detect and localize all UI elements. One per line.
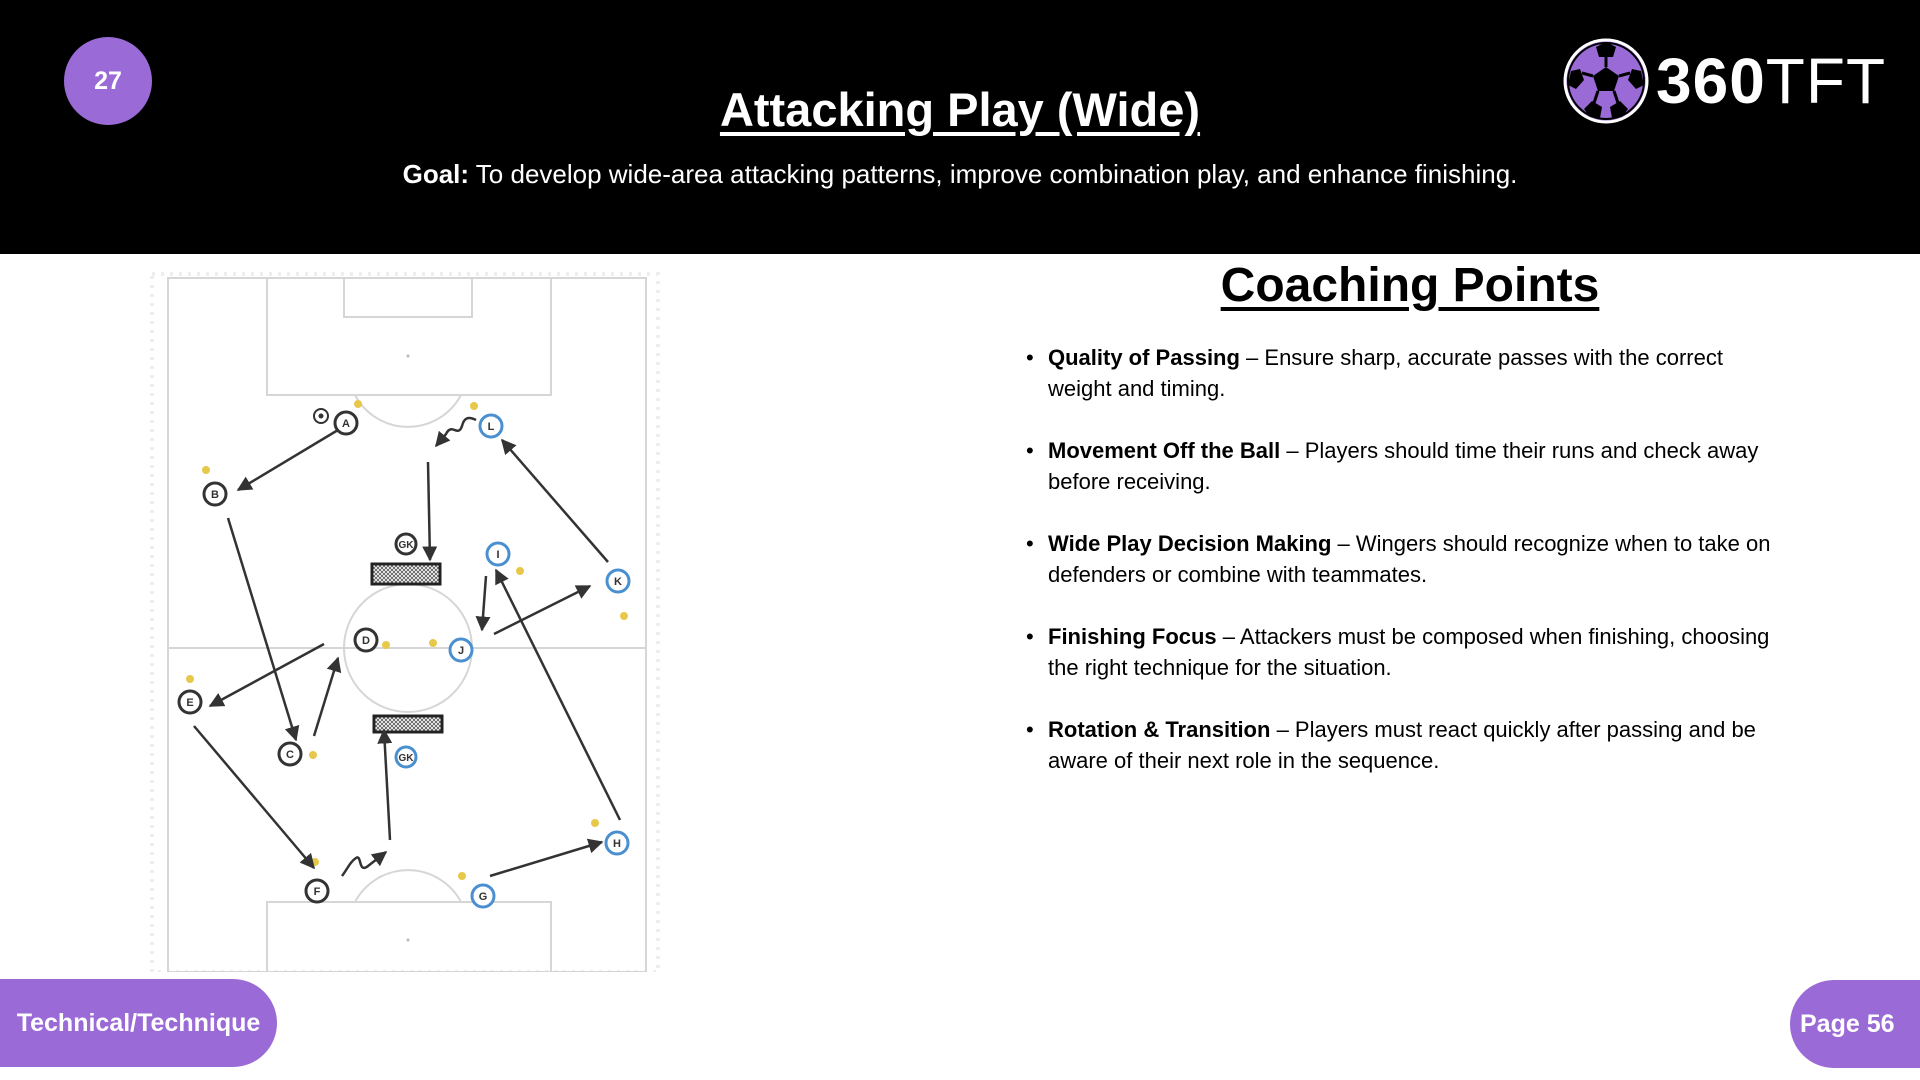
svg-text:F: F <box>313 886 321 898</box>
svg-text:D: D <box>362 635 370 647</box>
top-penalty-arc <box>355 395 461 427</box>
pitch-outline <box>168 278 646 972</box>
coaching-point: • Finishing Focus – Attackers must be composed when finishing, choosing the right technique for the situation. <box>1024 621 1784 683</box>
goal-description: To develop wide-area attacking patterns, improve combination play, and enhance finishing. <box>469 159 1518 189</box>
svg-text:A: A <box>342 418 350 430</box>
drill-diagram <box>150 272 670 972</box>
category-tag: Technical/Technique <box>0 979 277 1067</box>
player-marker-e <box>179 691 201 713</box>
player-marker-g <box>472 885 494 907</box>
player-marker-d <box>355 629 377 651</box>
top-goal-box <box>344 278 472 317</box>
bottom-penalty-arc <box>355 870 461 902</box>
player-marker-f <box>306 880 328 902</box>
coaching-point: • Wide Play Decision Making – Wingers should recognize when to take on defenders or combine with teammates. <box>1024 528 1784 590</box>
coaching-point: • Rotation & Transition – Players must react quickly after passing and be aware of their next role in the sequence. <box>1024 714 1784 776</box>
svg-text:GK: GK <box>398 540 414 551</box>
player-marker-h <box>606 832 628 854</box>
brand-logo <box>1562 36 1886 126</box>
coaching-point: • Quality of Passing – Ensure sharp, accurate passes with the correct weight and timing. <box>1024 342 1784 404</box>
drill-number-badge: 27 <box>64 37 152 125</box>
svg-text:C: C <box>286 749 294 761</box>
svg-text:E: E <box>186 697 194 709</box>
player-marker-k <box>607 570 629 592</box>
coaching-points-list <box>1024 342 1784 807</box>
logo-text: 360TFT <box>1656 45 1887 117</box>
bottom-penalty-spot <box>407 939 410 942</box>
svg-text:I: I <box>496 549 500 561</box>
goalkeeper-bottom <box>396 747 416 767</box>
pitch-surround <box>152 274 658 972</box>
training-cones <box>186 400 628 880</box>
svg-text:H: H <box>613 838 621 850</box>
coaching-point: • Movement Off the Ball – Players should time their runs and check away before receiving. <box>1024 435 1784 497</box>
goalkeeper-top <box>396 534 416 554</box>
svg-text:G: G <box>478 891 488 903</box>
bottom-penalty-box <box>267 902 551 972</box>
player-marker-a <box>335 412 357 434</box>
svg-text:K: K <box>614 576 622 588</box>
top-penalty-spot <box>407 355 410 358</box>
player-marker-c <box>279 743 301 765</box>
center-goal-top <box>372 564 440 584</box>
goal-text <box>0 159 1920 190</box>
player-marker-i <box>487 543 509 565</box>
svg-text:GK: GK <box>398 753 414 764</box>
top-penalty-box <box>267 278 551 395</box>
player-marker-j <box>450 639 472 661</box>
center-goal-bottom <box>374 716 442 732</box>
header-bar <box>0 0 1920 254</box>
svg-text:J: J <box>457 645 465 657</box>
goal-label: Goal: <box>402 159 470 189</box>
ball-icon <box>314 409 328 423</box>
page-number: Page 56 <box>1790 980 1920 1068</box>
player-marker-l <box>480 415 502 437</box>
svg-text:B: B <box>211 489 219 501</box>
player-marker-b <box>204 483 226 505</box>
soccer-ball-icon <box>1562 37 1650 125</box>
svg-text:L: L <box>487 421 495 433</box>
coaching-points-title: Coaching Points <box>1220 259 1600 312</box>
page-title: Attacking Play (Wide) <box>719 83 1201 136</box>
